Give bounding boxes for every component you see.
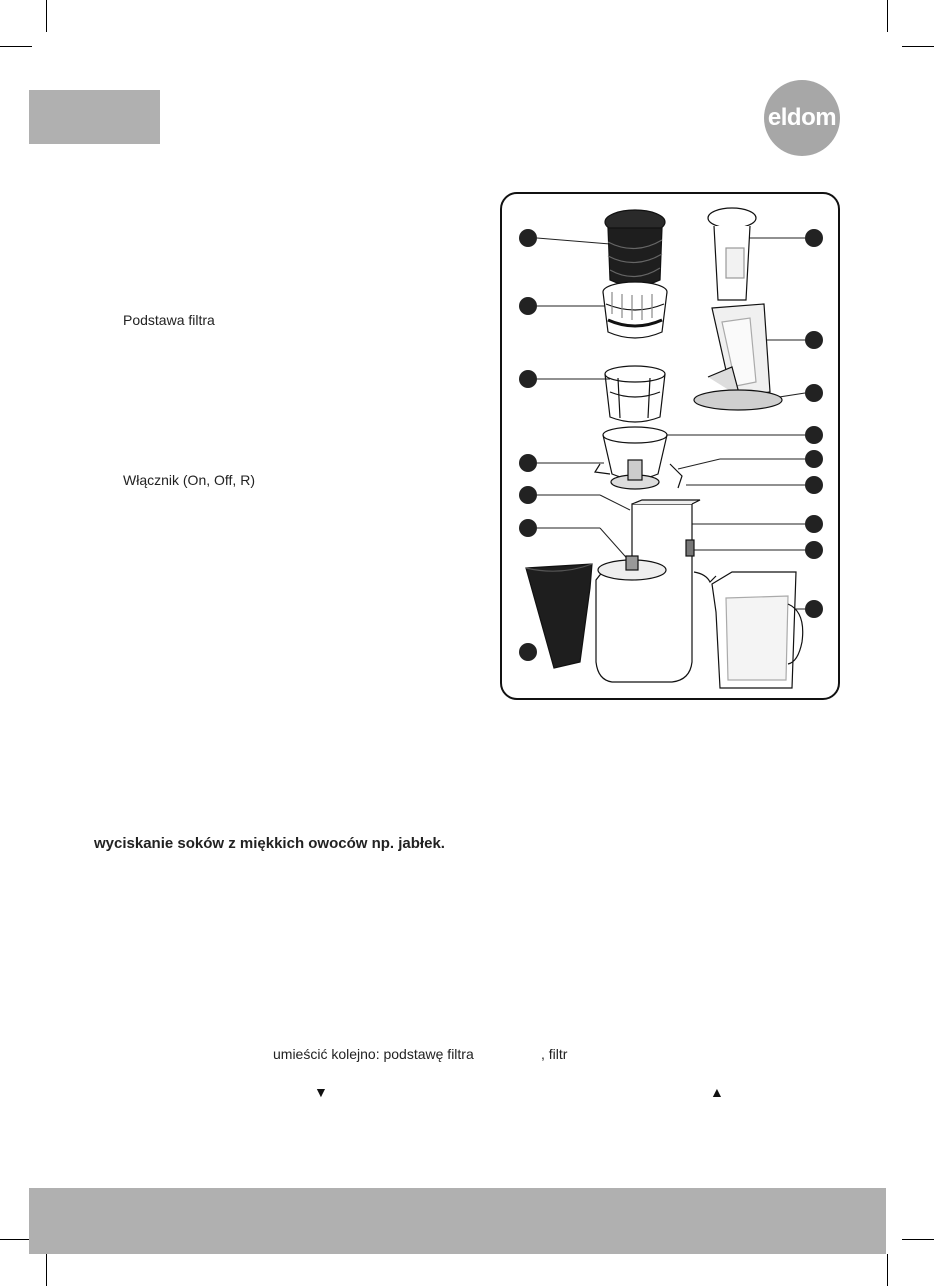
parts-item-filter-base: Podstawa filtra [123,312,215,328]
assembly-instruction-a: umieścić kolejno: podstawę filtra [273,1046,474,1062]
crop-mark [0,46,32,47]
arrow-up-symbol: ▲ [710,1084,724,1100]
arrow-down-symbol: ▼ [314,1084,328,1100]
product-diagram [500,192,840,700]
logo-text: eldom [767,104,837,131]
bold-instruction: wyciskanie soków z miękkich owoców np. jabłek. [94,835,445,852]
footer-bar [29,1188,886,1254]
assembly-instruction-b: , filtr [541,1046,568,1062]
crop-mark [887,0,888,32]
crop-mark [0,1239,32,1240]
brand-logo [764,80,840,156]
crop-mark [902,46,934,47]
crop-mark [902,1239,934,1240]
crop-mark [46,1254,47,1286]
parts-item-switch: Włącznik (On, Off, R) [123,472,255,488]
header-box [29,90,160,144]
crop-mark [887,1254,888,1286]
crop-mark [46,0,47,32]
